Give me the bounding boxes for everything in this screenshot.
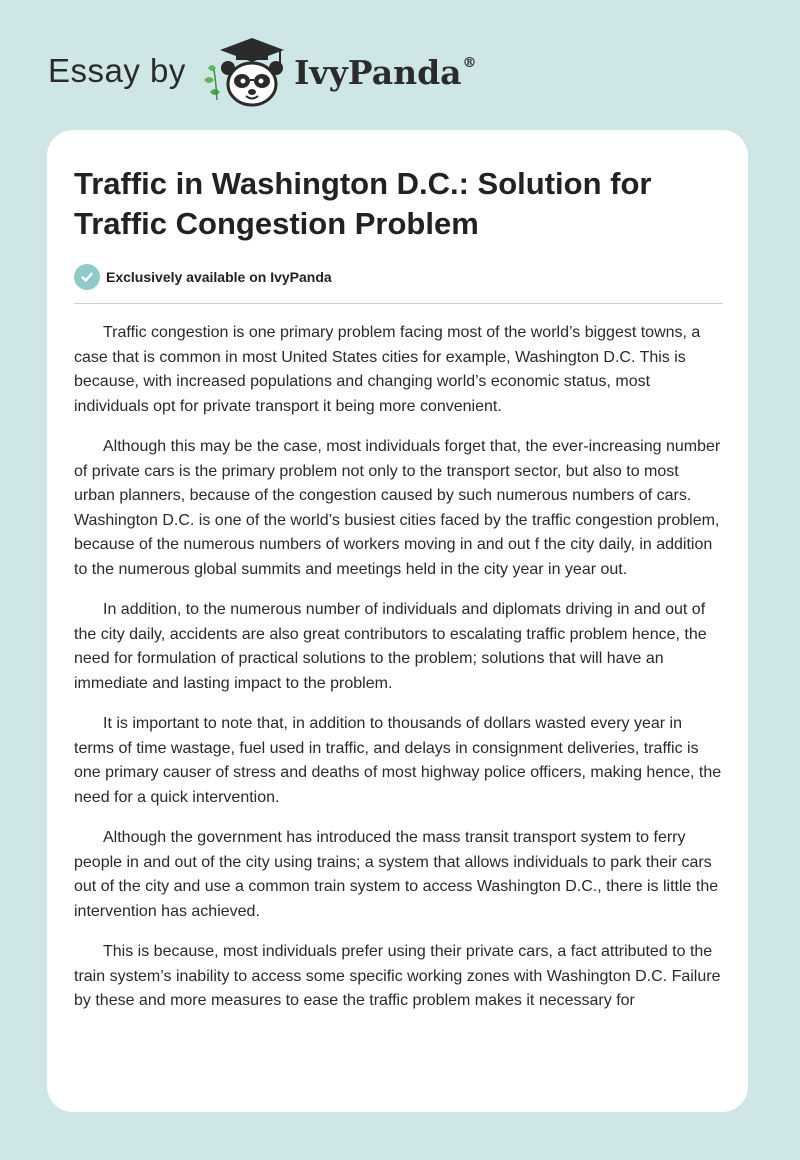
paragraph: Although this may be the case, most individuals forget that, the ever-increasing number of private cars is the primary problem not only to the transport sector, but also to most urban planners, because of the congestion caused by such numerous numbers of cars. Washington D.C. is one of the world’s busiest cities faced by the traffic congestion problem, because of the numerous numbers of workers moving in and out f the city daily, in addition to the numerous global summits and meetings held in the city year in year out. [74,438,721,578]
panda-graduate-icon[interactable] [202,34,286,108]
brand-name[interactable]: IvyPanda® [294,53,477,92]
divider [74,303,723,304]
paragraph: Although the government has introduced the mass transit transport system to ferry people in and out of the city using trains; a system that allows individuals to park their cars out of the city and use a common train system to access Washington D.C., there is little the intervention has achieved. [74,829,719,920]
exclusive-label: Exclusively available on IvyPanda [106,269,332,285]
paragraph: In addition, to the numerous number of individuals and diplomats driving in and out of the city daily, accidents are also great contributors to escalating traffic problem hence, the need for formulation of practical solutions to the problem; solutions that will have an immediate and lasting impact to the problem. [74,601,707,692]
paragraph: It is important to note that, in addition to thousands of dollars wasted every year in terms of time wastage, fuel used in traffic, and delays in consignment deliveries, traffic is one primary causer of stress and deaths of most highway police officers, making hence, the need for a quick intervention. [74,715,722,806]
ivy-leaf-icon [204,65,220,100]
paragraph: Traffic congestion is one primary problem facing most of the world’s biggest towns, a case that is common in most United States cities for example, Washington D.C. This is because, with increased populations and changing world’s economic status, most individuals opt for private transport it being more convenient. [74,324,701,415]
essay-card [47,130,748,1112]
essay-body [74,321,724,1101]
exclusive-badge [74,264,332,290]
check-icon [74,264,100,290]
essay-by-label: Essay by [48,52,186,89]
paragraph: This is because, most individuals prefer using their private cars, a fact attributed to the train system’s inability to access some specific working zones with Washington D.C. Failure by these and more measures to ease the traffic problem makes it necessary for [74,943,721,1009]
page-title: Traffic in Washington D.C.: Solution for Traffic Congestion Problem [74,166,652,241]
registered-mark: ® [462,55,477,71]
site-header [0,0,800,130]
